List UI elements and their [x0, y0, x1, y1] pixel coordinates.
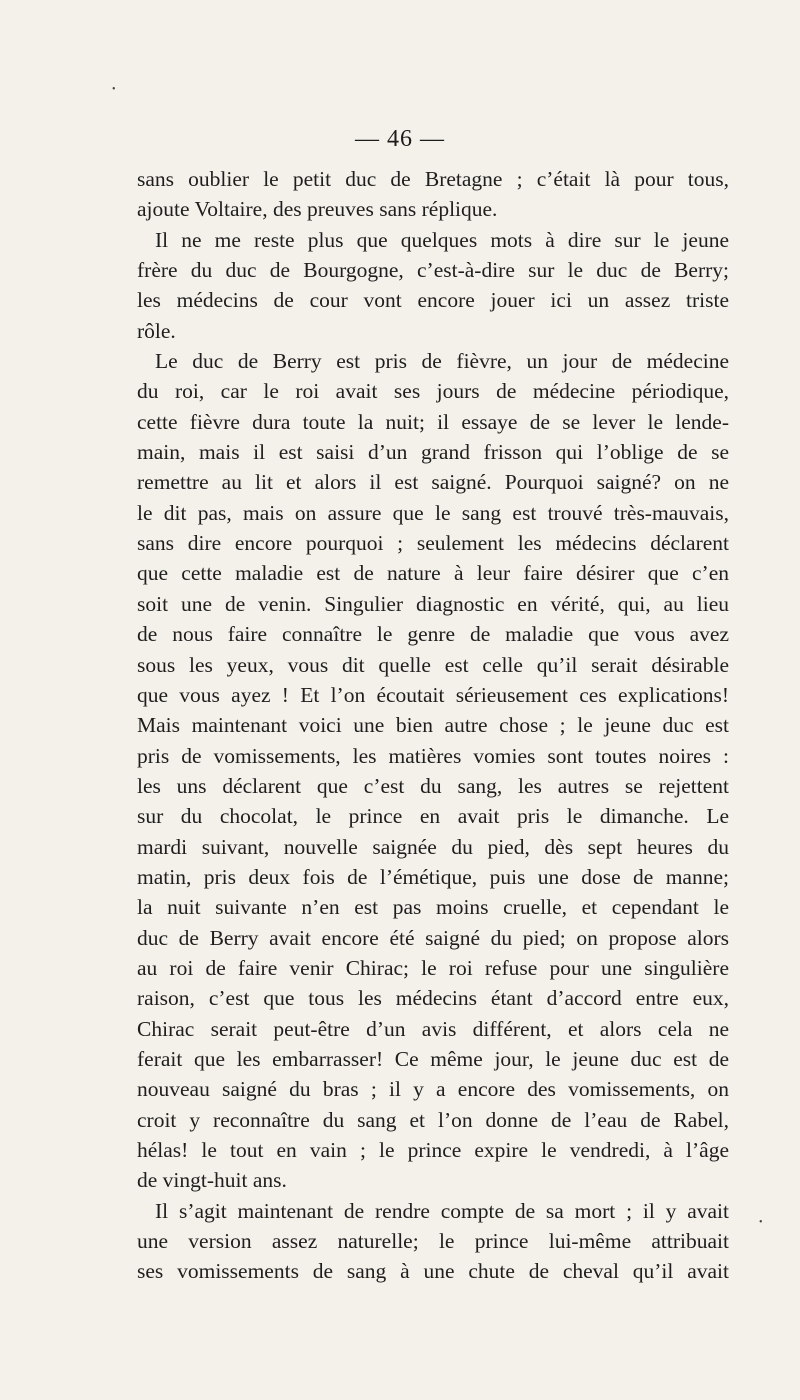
- text-line: nouveau saigné du bras ; il y a encore des vomissements, on: [137, 1077, 729, 1102]
- text-line: la nuit suivante n’en est pas moins cruelle, et cependant le: [137, 895, 729, 920]
- text-line: sans dire encore pourquoi ; seulement les médecins déclarent: [137, 531, 729, 556]
- text-line: ferait que les embarrasser! Ce même jour, le jeune duc est de: [137, 1046, 729, 1071]
- text-line: Mais maintenant voici une bien autre chose ; le jeune duc est: [137, 713, 729, 738]
- text-line: Chirac serait peut-être d’un avis différent, et alors cela ne: [137, 1016, 729, 1041]
- page-number: — 46 —: [355, 126, 445, 152]
- text-line: que cette maladie est de nature à leur faire désirer que c’en: [137, 561, 729, 586]
- text-line: main, mais il est saisi d’un grand frisson qui l’oblige de se: [137, 440, 729, 465]
- text-line: de nous faire connaître le genre de maladie que vous avez: [137, 622, 729, 647]
- ink-speck: •: [112, 84, 116, 95]
- text-line: croit y reconnaître du sang et l’on donne de l’eau de Rabel,: [137, 1107, 729, 1132]
- text-line: au roi de faire venir Chirac; le roi refuse pour une singulière: [137, 955, 729, 980]
- text-line: sous les yeux, vous dit quelle est celle qu’il serait désirable: [137, 652, 729, 677]
- text-line: hélas! le tout en vain ; le prince expire le vendredi, à l’âge: [137, 1138, 729, 1162]
- text-line: de vingt-huit ans.: [137, 1168, 287, 1193]
- text-line: Il ne me reste plus que quelques mots à dire sur le jeune: [155, 227, 729, 252]
- text-line: remettre au lit et alors il est saigné. Pourquoi saigné? on ne: [137, 470, 729, 495]
- text-line: ajoute Voltaire, des preuves sans réplique.: [137, 197, 498, 222]
- text-line: mardi suivant, nouvelle saignée du pied, dès sept heures du: [137, 834, 729, 859]
- text-line: raison, c’est que tous les médecins étant d’accord entre eux,: [137, 986, 729, 1011]
- text-line: cette fièvre dura toute la nuit; il essaye de se lever le lende-: [137, 409, 729, 434]
- ink-speck: •: [759, 1217, 763, 1228]
- text-line: sans oublier le petit duc de Bretagne ; c’était là pour tous,: [137, 167, 729, 191]
- text-line: soit une de venin. Singulier diagnostic en vérité, qui, au lieu: [137, 591, 729, 616]
- text-line: une version assez naturelle; le prince lui-même attribuait: [137, 1229, 729, 1254]
- text-line: que vous ayez ! Et l’on écoutait sérieusement ces explications!: [137, 682, 729, 707]
- text-line: les médecins de cour vont encore jouer ici un assez triste: [137, 288, 729, 313]
- text-line: le dit pas, mais on assure que le sang est trouvé très-mauvais,: [137, 500, 729, 525]
- text-line: frère du duc de Bourgogne, c’est-à-dire sur le duc de Berry;: [137, 258, 729, 283]
- text-line: sur du chocolat, le prince en avait pris le dimanche. Le: [137, 804, 729, 829]
- text-line: les uns déclarent que c’est du sang, les autres se rejettent: [137, 773, 729, 798]
- text-line: duc de Berry avait encore été saigné du pied; on propose alors: [137, 925, 729, 950]
- text-line: ses vomissements de sang à une chute de cheval qu’il avait: [137, 1259, 729, 1284]
- text-line: pris de vomissements, les matières vomies sont toutes noires :: [137, 743, 729, 768]
- text-line: matin, pris deux fois de l’émétique, puis une dose de manne;: [137, 864, 729, 889]
- text-line: Le duc de Berry est pris de fièvre, un jour de médecine: [155, 349, 729, 374]
- text-line: Il s’agit maintenant de rendre compte de sa mort ; il y avait: [155, 1198, 729, 1223]
- body-text: [137, 164, 729, 1287]
- text-line: du roi, car le roi avait ses jours de médecine périodique,: [137, 379, 729, 404]
- text-line: rôle.: [137, 318, 176, 343]
